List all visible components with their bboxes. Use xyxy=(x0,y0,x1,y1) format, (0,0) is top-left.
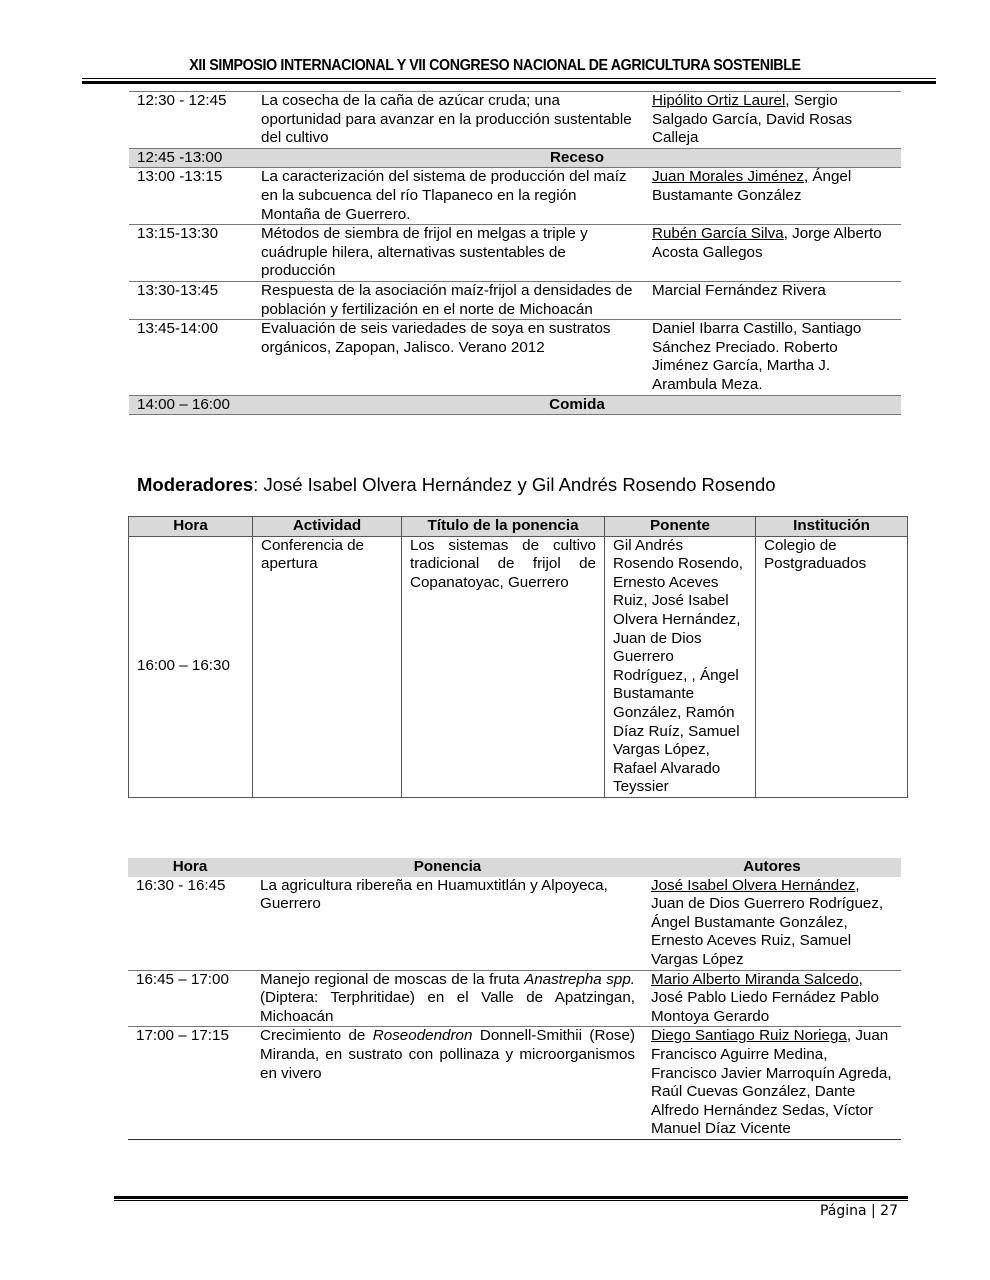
species-name: Roseodendron xyxy=(372,1027,473,1045)
break-label: Receso xyxy=(253,148,901,168)
authors-cell xyxy=(644,320,901,395)
time-cell: 14:00 – 16:00 xyxy=(129,395,253,415)
header-rule-thick xyxy=(82,81,936,84)
title-cell xyxy=(252,1027,643,1140)
break-row xyxy=(129,148,901,168)
authors-cell xyxy=(643,1027,901,1140)
lead-author: Hipólito Ortiz Laurel xyxy=(652,92,786,109)
header-ponencia: Ponencia xyxy=(252,858,643,877)
header-institucion: Institución xyxy=(756,517,908,537)
authors-cell xyxy=(643,877,901,970)
title-cell: Evaluación de seis variedades de soya en sustratos orgánicos, Zapopan, Jalisco. Verano 2012 xyxy=(261,320,611,356)
moderators-names: : José Isabel Olvera Hernández y Gil Andrés Rosendo Rosendo xyxy=(253,474,776,495)
authors-cell xyxy=(644,92,901,149)
lead-author: Mario Alberto Miranda Salcedo xyxy=(651,970,859,988)
schedule-table-1 xyxy=(129,91,901,415)
table-row xyxy=(129,536,908,797)
co-authors: , Jorge Alberto Acosta Gallegos xyxy=(652,225,882,261)
time-cell: 12:45 -13:00 xyxy=(129,148,253,168)
authors-cell xyxy=(644,281,901,319)
activity-cell: Conferencia de apertura xyxy=(253,536,402,797)
institution-cell: Colegio de Postgraduados xyxy=(756,536,908,797)
title-part: Donnell-Smithii (Rose) Miranda, en sustrato con pollinaza y microorganismos en vivero xyxy=(260,1027,636,1082)
table-row xyxy=(129,225,901,282)
schedule-table-2 xyxy=(128,858,901,1140)
time-cell: 16:00 – 16:30 xyxy=(129,536,253,797)
co-authors: , José Pablo Liedo Fernádez Pablo Montoya Gerardo xyxy=(651,970,879,1025)
co-authors: Ángel Bustamante González xyxy=(652,168,852,204)
table-row xyxy=(128,970,901,1027)
title-cell xyxy=(252,970,643,1027)
title-cell: La agricultura ribereña en Huamuxtitlán y Alpoyeca, Guerrero xyxy=(260,876,608,913)
table-row xyxy=(129,320,901,395)
co-authors: , Juan de Dios Guerrero Rodríguez, Ángel Bustamante González, Ernesto Aceves Ruiz, Samuel Vargas López xyxy=(651,876,884,968)
title-cell: Los sistemas de cultivo tradicional de frijol de Copanatoyac, Guerrero xyxy=(402,536,605,797)
title-part: Manejo regional de moscas de la fruta xyxy=(260,970,525,988)
moderators-line xyxy=(137,474,776,496)
moderators-label: Moderadores xyxy=(137,474,254,495)
footer-rule-thin xyxy=(114,1200,908,1201)
table-row xyxy=(129,168,901,225)
header-hora: Hora xyxy=(129,517,253,537)
species-name: Anastrepha spp. xyxy=(524,970,636,988)
time-cell: 16:45 – 17:00 xyxy=(136,970,229,988)
time-cell: 13:45-14:00 xyxy=(137,320,219,338)
header-hora: Hora xyxy=(128,858,252,877)
header-title: XII SIMPOSIO INTERNACIONAL Y VII CONGRESO NACIONAL DE AGRICULTURA SOSTENIBLE xyxy=(189,57,801,74)
page-number: Página | 27 xyxy=(819,1203,898,1219)
title-cell: Métodos de siembra de frijol en melgas a triple y cuádruple hilera, alternativas sustentables de producción xyxy=(261,225,588,280)
title-cell: Respuesta de la asociación maíz-frijol a densidades de población y fertilización en el norte de Michoacán xyxy=(261,281,633,318)
table-header-row xyxy=(129,517,908,537)
header-ponente: Ponente xyxy=(605,517,756,537)
authors-cell xyxy=(644,168,901,225)
co-authors: , Juan Francisco Aguirre Medina, Francisco Javier Marroquín Agreda, Raúl Cuevas González, Dante Alfredo Hernández Sedas, Víctor Manuel Díaz Vicente xyxy=(651,1027,892,1138)
title-cell: La caracterización del sistema de producción del maíz en la subcuenca del río Tlapaneco en la región Montaña de Guerrero. xyxy=(261,168,627,223)
lead-author: Diego Santiago Ruiz Noriega xyxy=(651,1027,847,1045)
footer-rule-thick xyxy=(114,1196,908,1199)
time-cell: 16:30 - 16:45 xyxy=(136,876,226,894)
table-row xyxy=(129,92,901,149)
table-header-row xyxy=(128,858,901,877)
conference-table xyxy=(128,516,908,798)
title-cell: La cosecha de la caña de azúcar cruda; una oportunidad para avanzar en la producción sustentable del cultivo xyxy=(261,92,632,147)
time-cell: 13:15-13:30 xyxy=(137,225,219,243)
co-authors: Marcial Fernández Rivera xyxy=(652,281,826,299)
co-authors: , Sergio Salgado García, David Rosas Calleja xyxy=(652,92,853,147)
co-authors: Daniel Ibarra Castillo, Santiago Sánchez Preciado. Roberto Jiménez García, Martha J. Arambula Meza. xyxy=(652,320,862,393)
lead-author: Juan Morales Jiménez, xyxy=(652,168,809,186)
break-label: Comida xyxy=(253,395,901,415)
time-cell: 13:00 -13:15 xyxy=(137,168,223,186)
time-cell: 17:00 – 17:15 xyxy=(136,1027,229,1045)
speaker-cell: Gil Andrés Rosendo Rosendo, Ernesto Aceves Ruiz, José Isabel Olvera Hernández, Juan de Dios Guerrero Rodríguez, , Ángel Bustamante González, Ramón Díaz Ruíz, Samuel Vargas López, Rafael Alvarado Teyssier xyxy=(605,536,756,797)
time-cell: 13:30-13:45 xyxy=(137,281,219,299)
title-part: Crecimiento de xyxy=(260,1027,373,1045)
table-row xyxy=(128,1027,901,1140)
header-autores: Autores xyxy=(643,858,901,877)
time-cell: 12:30 - 12:45 xyxy=(137,92,227,109)
table-row xyxy=(128,877,901,970)
header-rule-thin xyxy=(82,78,936,79)
table-row xyxy=(129,281,901,319)
header-titulo: Título de la ponencia xyxy=(402,517,605,537)
break-row xyxy=(129,395,901,415)
title-part: (Diptera: Terphritidae) en el Valle de Apatzingan, Michoacán xyxy=(260,989,635,1025)
lead-author: Rubén García Silva xyxy=(652,225,784,243)
header-actividad: Actividad xyxy=(253,517,402,537)
authors-cell xyxy=(643,970,901,1027)
lead-author: José Isabel Olvera Hernández xyxy=(651,876,856,894)
authors-cell xyxy=(644,225,901,282)
